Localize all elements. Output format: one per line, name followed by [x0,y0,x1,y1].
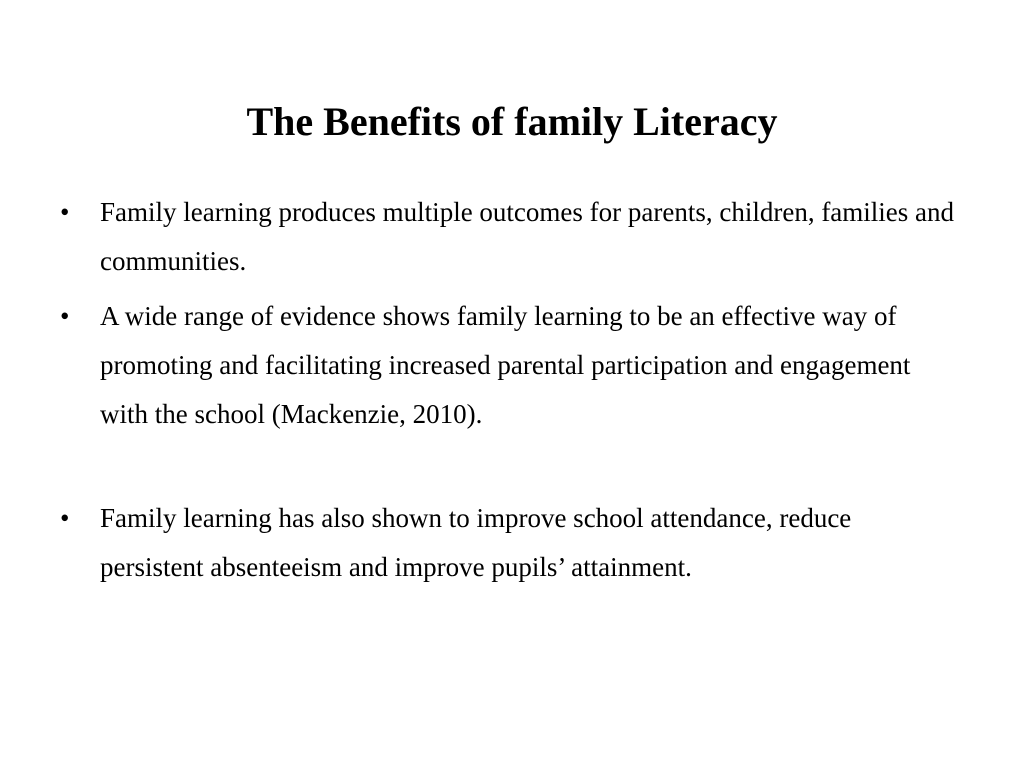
bullet-text: A wide range of evidence shows family learning to be an effective way of promoting and facilitating increased parental participation and engagement with the school (Mackenzie, 2010). [100,301,911,429]
slide-title: The Benefits of family Literacy [246,99,778,144]
bullet-text: Family learning has also shown to improve school attendance, reduce persistent absenteeism and improve pupils’ attainment. [100,503,852,582]
bullet-item [60,188,960,286]
bullet-icon: • [60,301,70,331]
bullet-text: Family learning produces multiple outcomes for parents, children, families and communities. [100,197,955,276]
bullet-list [60,188,960,592]
bullet-item [60,292,960,439]
bullet-icon: • [60,503,70,533]
bullet-item [60,494,960,592]
bullet-icon: • [60,197,70,227]
